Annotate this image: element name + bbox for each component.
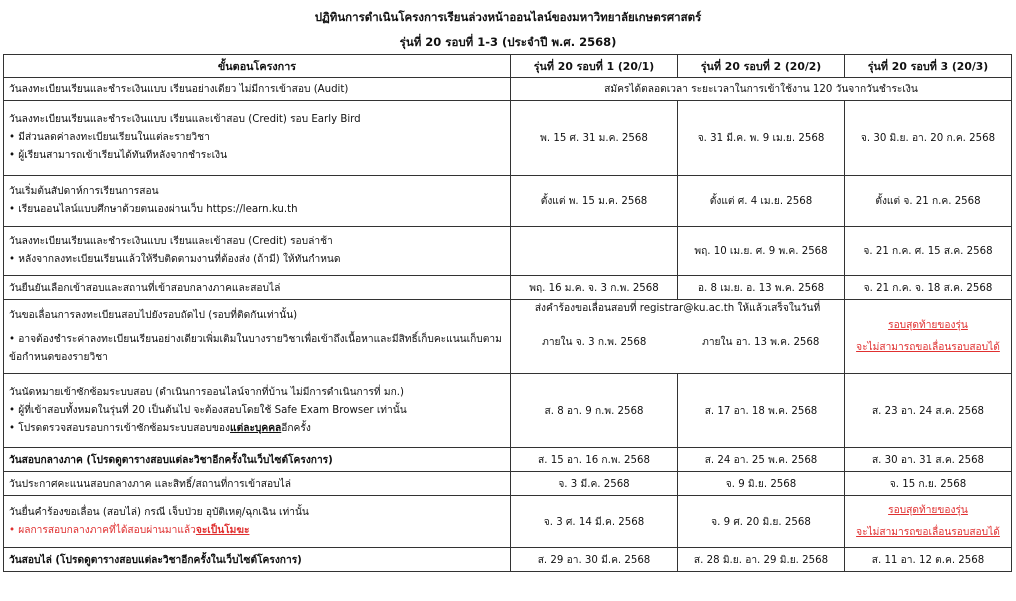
emphasis-text: แต่ละบุคคล [230,422,282,434]
table-row [4,548,1012,572]
date-cell: ส. 23 อา. 24 ส.ค. 2568 [845,374,1012,448]
table-row [4,472,1012,496]
step-cell: วันสอบไล่ (โปรดดูตารางสอบแต่ละวิชาอีกครั้งในเว็บไซต์โครงการ) [4,548,511,572]
date-cell: อ. 8 เม.ย. อ. 13 พ.ค. 2568 [678,276,845,300]
table-header-row [4,55,1012,78]
table-row [4,78,1012,101]
table-row [4,276,1012,300]
page-title: ปฏิทินการดำเนินโครงการเรียนล่วงหน้าออนไลน์ของมหาวิทยาลัยเกษตรศาสตร์ [314,10,702,24]
last-round-note: รอบสุดท้ายของรุ่น [888,504,968,516]
table-row [4,496,1012,548]
table-row [4,374,1012,448]
date-cell [511,227,678,276]
step-bullet: • เรียนออนไลน์แบบศึกษาด้วยตนเองผ่านเว็บ https://learn.ku.th [9,204,298,215]
date-cell: พฤ. 10 เม.ย. ศ. 9 พ.ค. 2568 [678,227,845,276]
date-cell: ภายใน จ. 3 ก.พ. 2568 [542,337,647,348]
step-bullet: • หลังจากลงทะเบียนเรียนแล้วให้รีบติดตามงานที่ต้องส่ง (ถ้ามี) ให้ทันกำหนด [9,254,341,265]
date-cell: จ. 9 มิ.ย. 2568 [678,472,845,496]
date-cell: ส. 30 อา. 31 ส.ค. 2568 [845,448,1012,472]
step-cell: วันลงทะเบียนเรียนและชำระเงินแบบ เรียนอย่างเดียว ไม่มีการเข้าสอบ (Audit) [4,78,511,101]
step-cell [4,176,511,227]
step-cell [4,374,511,448]
page-subtitle: รุ่นที่ 20 รอบที่ 1-3 (ประจำปี พ.ศ. 2568) [399,35,617,49]
date-cell: จ. 3 มี.ค. 2568 [511,472,678,496]
step-cell: วันยืนยันเลือกเข้าสอบและสถานที่เข้าสอบกลางภาคและสอบไล่ [4,276,511,300]
date-cell: ตั้งแต่ ศ. 4 เม.ย. 2568 [678,176,845,227]
last-round-note: รอบสุดท้ายของรุ่น [888,319,968,331]
step-title: วันนัดหมายเข้าซักซ้อมระบบสอบ (ดำเนินการออนไลน์จากที่บ้าน ไม่มีการดำเนินการที่ มก.) [9,386,404,398]
date-cell: ตั้งแต่ จ. 21 ก.ค. 2568 [845,176,1012,227]
column-header: รุ่นที่ 20 รอบที่ 2 (20/2) [678,55,845,78]
column-header: ขั้นตอนโครงการ [4,55,511,78]
merged-date-cell: สมัครได้ตลอดเวลา ระยะเวลาในการเข้าใช้งาน 120 วันจากวันชำระเงิน [511,78,1012,101]
date-cell: พ. 15 ศ. 31 ม.ค. 2568 [511,101,678,176]
column-header: รุ่นที่ 20 รอบที่ 3 (20/3) [845,55,1012,78]
table-row [4,101,1012,176]
step-cell: วันสอบกลางภาค (โปรดดูตารางสอบแต่ละวิชาอีกครั้งในเว็บไซต์โครงการ) [4,448,511,472]
step-cell: วันประกาศคะแนนสอบกลางภาค และสิทธิ์/สถานที่การเข้าสอบไล่ [4,472,511,496]
step-title: วันเริ่มต้นสัปดาห์การเรียนการสอน [9,186,159,197]
step-cell [4,101,511,176]
step-bullet-continued: ข้อกำหนดของรายวิชา [9,351,108,363]
column-header: รุ่นที่ 20 รอบที่ 1 (20/1) [511,55,678,78]
postpone-note: ส่งคำร้องขอเลื่อนสอบที่ registrar@ku.ac.th ให้แล้วเสร็จในวันที่ [534,303,821,314]
date-cell: จ. 3 ศ. 14 มี.ค. 2568 [511,496,678,548]
last-round-cell [845,300,1012,374]
step-bullet: • ผู้ที่เข้าสอบทั้งหมดในรุ่นที่ 20 เป็นต้นไป จะต้องสอบโดยใช้ Safe Exam Browser เท่านั้น [9,404,407,416]
step-title: วันลงทะเบียนเรียนและชำระเงินแบบ เรียนและเข้าสอบ (Credit) รอบล่าช้า [9,236,333,247]
step-title: วันยื่นคำร้องขอเลื่อน (สอบไล่) กรณี เจ็บป่วย อุบัติเหตุ/ฉุกเฉิน เท่านั้น [9,506,309,518]
date-cell: ส. 15 อา. 16 ก.พ. 2568 [511,448,678,472]
emphasis-text: จะเป็นโมฆะ [195,524,250,536]
schedule-table [3,54,1012,572]
table-row [4,300,1012,374]
step-bullet: • ผู้เรียนสามารถเข้าเรียนได้ทันทีหลังจากชำระเงิน [9,150,228,161]
date-cell: ส. 24 อา. 25 พ.ค. 2568 [678,448,845,472]
date-cell: ส. 11 อา. 12 ต.ค. 2568 [845,548,1012,572]
step-cell [4,300,511,374]
date-cell: จ. 30 มิ.ย. อา. 20 ก.ค. 2568 [845,101,1012,176]
step-bullet: • โปรดตรวจสอบรอบการเข้าซักซ้อมระบบสอบของแต่ละบุคคลอีกครั้ง [9,422,311,434]
table-row [4,448,1012,472]
date-cell: จ. 31 มี.ค. พ. 9 เม.ย. 2568 [678,101,845,176]
date-cell: ส. 28 มิ.ย. อา. 29 มิ.ย. 2568 [678,548,845,572]
date-cell: ส. 29 อา. 30 มี.ค. 2568 [511,548,678,572]
date-cell: ภายใน อา. 13 พ.ค. 2568 [702,337,820,348]
date-cell: จ. 9 ศ. 20 มิ.ย. 2568 [678,496,845,548]
date-cell: ตั้งแต่ พ. 15 ม.ค. 2568 [511,176,678,227]
postpone-cell [511,300,845,374]
date-cell: พฤ. 16 ม.ค. จ. 3 ก.พ. 2568 [511,276,678,300]
table-row [4,227,1012,276]
step-cell [4,227,511,276]
date-cell: จ. 15 ก.ย. 2568 [845,472,1012,496]
date-cell: จ. 21 ก.ค. ศ. 15 ส.ค. 2568 [845,227,1012,276]
date-cell: จ. 21 ก.ค. จ. 18 ส.ค. 2568 [845,276,1012,300]
last-round-cell [845,496,1012,548]
step-title: วันลงทะเบียนเรียนและชำระเงินแบบ เรียนและเข้าสอบ (Credit) รอบ Early Bird [9,114,361,125]
date-cell: ส. 8 อา. 9 ก.พ. 2568 [511,374,678,448]
step-cell [4,496,511,548]
date-cell: ส. 17 อา. 18 พ.ค. 2568 [678,374,845,448]
no-postpone-note: จะไม่สามารถขอเลื่อนรอบสอบได้ [856,526,1000,538]
no-postpone-note: จะไม่สามารถขอเลื่อนรอบสอบได้ [856,341,1000,353]
step-bullet: • ผลการสอบกลางภาคที่ได้สอบผ่านมาแล้วจะเป็นโมฆะ [9,524,250,536]
step-bullet: • อาจต้องชำระค่าลงทะเบียนเรียนอย่างเดียวเพิ่มเติมในบางรายวิชาเพื่อเข้าถึงเนื้อหาและมีสิทธิ์เก็บคะแนนเก็บตาม [9,333,502,345]
step-title: วันขอเลื่อนการลงทะเบียนสอบไปยังรอบถัดไป (รอบที่ติดกันเท่านั้น) [9,309,298,321]
step-bullet: • มีส่วนลดค่าลงทะเบียนเรียนในแต่ละรายวิชา [9,132,210,143]
table-row [4,176,1012,227]
